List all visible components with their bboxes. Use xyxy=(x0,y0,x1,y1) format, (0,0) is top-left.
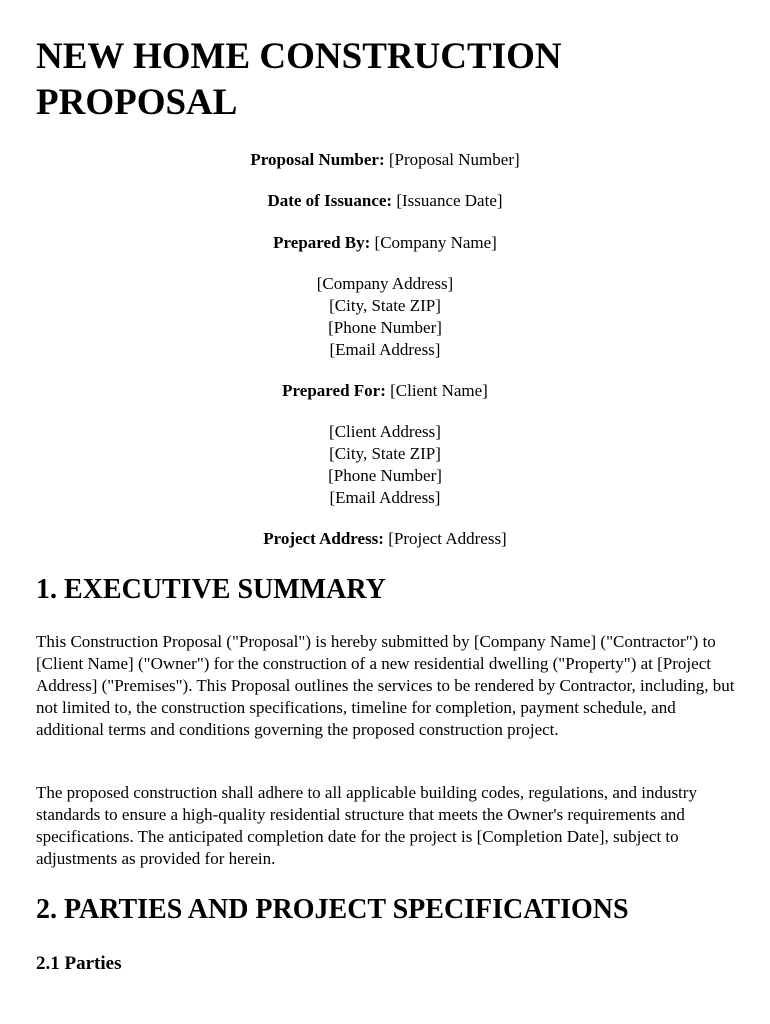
client-address-block xyxy=(0,421,770,509)
prepared-by-line xyxy=(0,232,770,254)
company-email: [Email Address] xyxy=(329,340,441,359)
prepared-by-value: [Company Name] xyxy=(374,233,497,252)
client-city-state-zip: [City, State ZIP] xyxy=(329,444,441,463)
section-1-heading: 1. EXECUTIVE SUMMARY xyxy=(36,574,386,605)
proposal-number-line xyxy=(0,149,770,171)
client-address: [Client Address] xyxy=(329,422,441,441)
issuance-date-label: Date of Issuance: xyxy=(267,191,393,210)
client-phone: [Phone Number] xyxy=(328,466,442,485)
prepared-for-line xyxy=(0,380,770,402)
executive-summary-paragraph-1: This Construction Proposal ("Proposal") is hereby submitted by [Company Name] ("Contractor") to [Client Name] ("Owner") for the construction of a new residential dwelling ("Property") at [Project Address] ("Premises"). This Proposal outlines the services to be rendered by Contractor, including, but not limited to, the construction specifications, timeline for completion, payment schedule, and additional terms and conditions governing the proposed construction project. xyxy=(36,632,735,739)
company-address: [Company Address] xyxy=(316,274,454,293)
section-2-heading: 2. PARTIES AND PROJECT SPECIFICATIONS xyxy=(36,894,629,925)
proposal-number-label: Proposal Number: xyxy=(250,150,385,169)
company-city-state-zip: [City, State ZIP] xyxy=(329,296,441,315)
executive-summary-paragraph-2: The proposed construction shall adhere to all applicable building codes, regulations, and industry standards to ensure a high-quality residential structure that meets the Owner's requirements and specifications. The anticipated completion date for the project is [Completion Date], subject to adjustments as provided for herein. xyxy=(36,783,697,868)
company-address-block xyxy=(0,273,770,361)
prepared-for-value: [Client Name] xyxy=(390,381,488,400)
project-address-line xyxy=(0,528,770,550)
proposal-number-value: [Proposal Number] xyxy=(388,150,520,169)
prepared-by-label: Prepared By: xyxy=(273,233,371,252)
document-title: NEW HOME CONSTRUCTION PROPOSAL xyxy=(36,36,562,123)
subsection-2-1-heading: 2.1 Parties xyxy=(36,953,122,974)
issuance-date-value: [Issuance Date] xyxy=(396,191,503,210)
company-phone: [Phone Number] xyxy=(328,318,442,337)
issuance-date-line xyxy=(0,190,770,212)
project-address-value: [Project Address] xyxy=(388,529,507,548)
project-address-label: Project Address: xyxy=(263,529,384,548)
client-email: [Email Address] xyxy=(329,488,441,507)
prepared-for-label: Prepared For: xyxy=(282,381,386,400)
